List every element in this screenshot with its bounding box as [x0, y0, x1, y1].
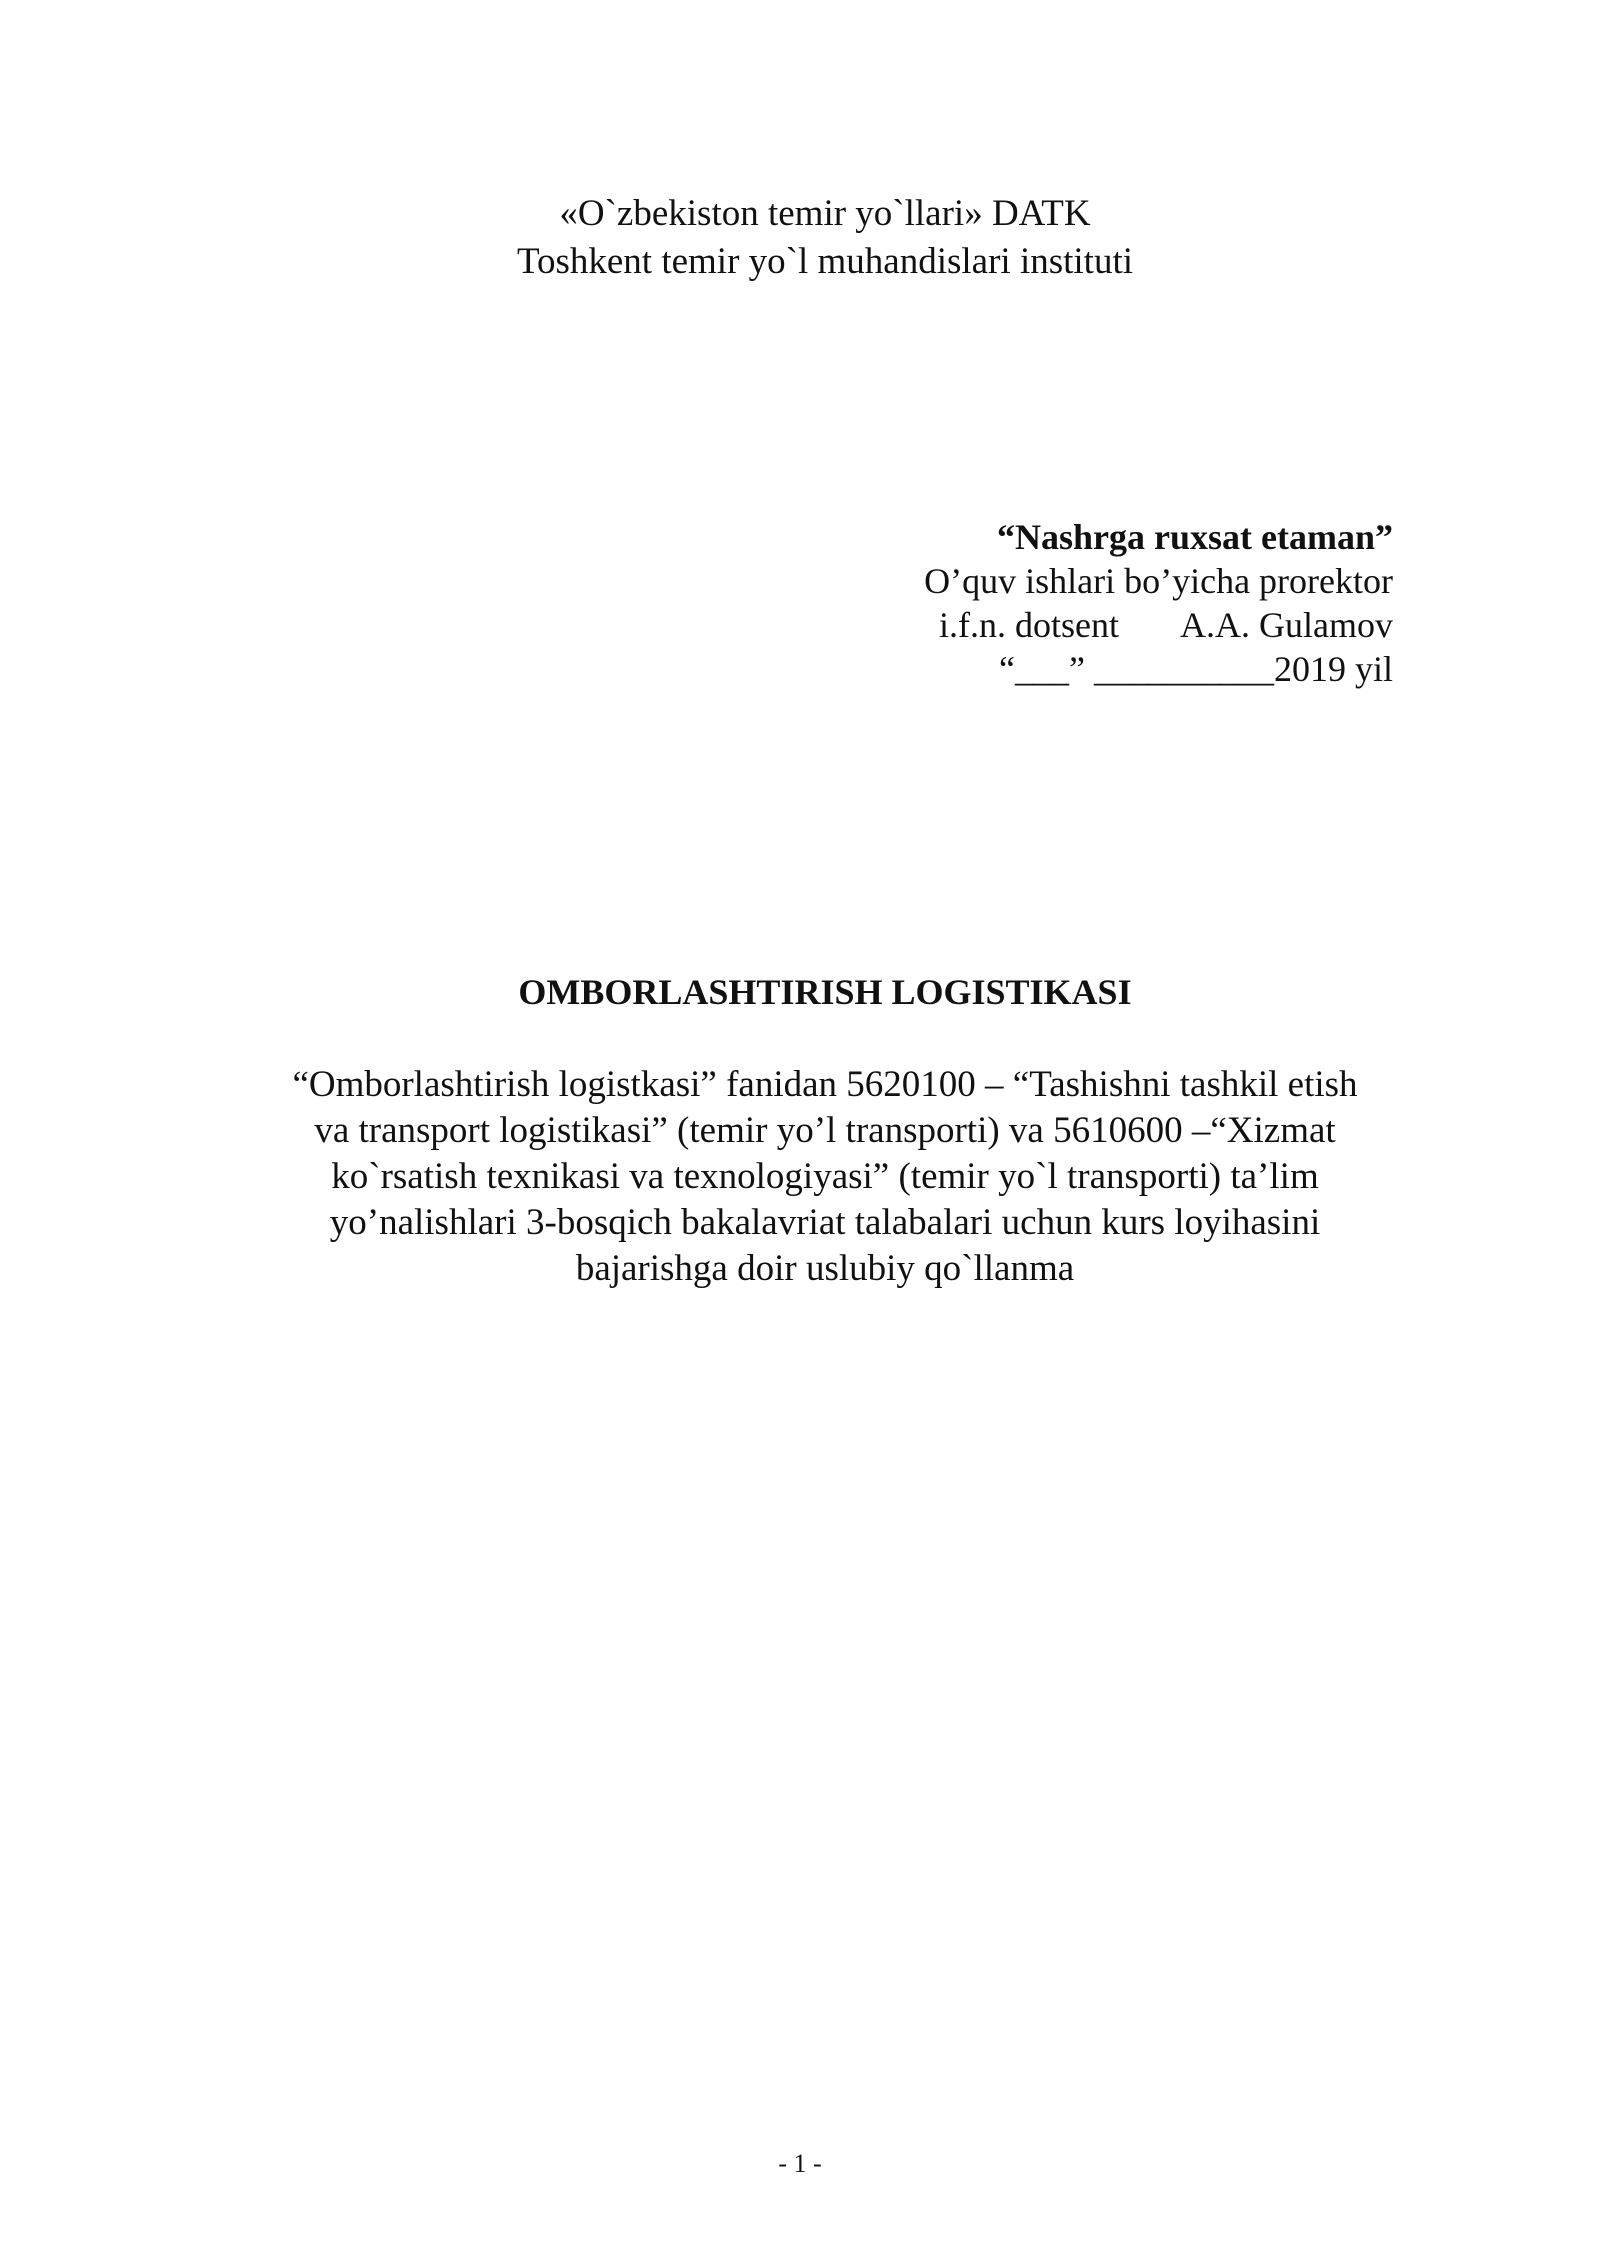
- approval-block: [833, 515, 1393, 691]
- page-number: - 1 -: [778, 2149, 822, 2178]
- document-description: [0, 1062, 1600, 1292]
- description-line: ko`rsatish texnikasi va texnologiyasi” (temir yo`l transporti) ta’lim: [331, 1156, 1319, 1197]
- approval-title: “Nashrga ruxsat etaman”: [997, 517, 1393, 557]
- approver-position: O’quv ishlari bo’yicha prorektor: [924, 561, 1393, 601]
- organization-name: «O`zbekiston temir yo`llari» DATK: [559, 193, 1091, 234]
- description-line: va transport logistikasi” (temir yo’l transporti) va 5610600 –“Xizmat: [314, 1110, 1336, 1151]
- approver-signatory: i.f.n. dotsent A.A. Gulamov: [939, 605, 1393, 645]
- institution-header: [0, 190, 1600, 286]
- description-line: bajarishga doir uslubiy qo`llanma: [575, 1248, 1075, 1289]
- approval-date-line: “___” __________2019 yil: [999, 649, 1393, 689]
- description-line: yo’nalishlari 3-bosqich bakalavriat talabalari uchun kurs loyihasini: [329, 1202, 1321, 1243]
- description-line: “Omborlashtirish logistkasi” fanidan 5620100 – “Tashishni tashkil etish: [292, 1064, 1358, 1105]
- institute-name: Toshkent temir yo`l muhandislari instituti: [516, 241, 1134, 282]
- document-title: OMBORLASHTIRISH LOGISTIKASI: [518, 972, 1132, 1012]
